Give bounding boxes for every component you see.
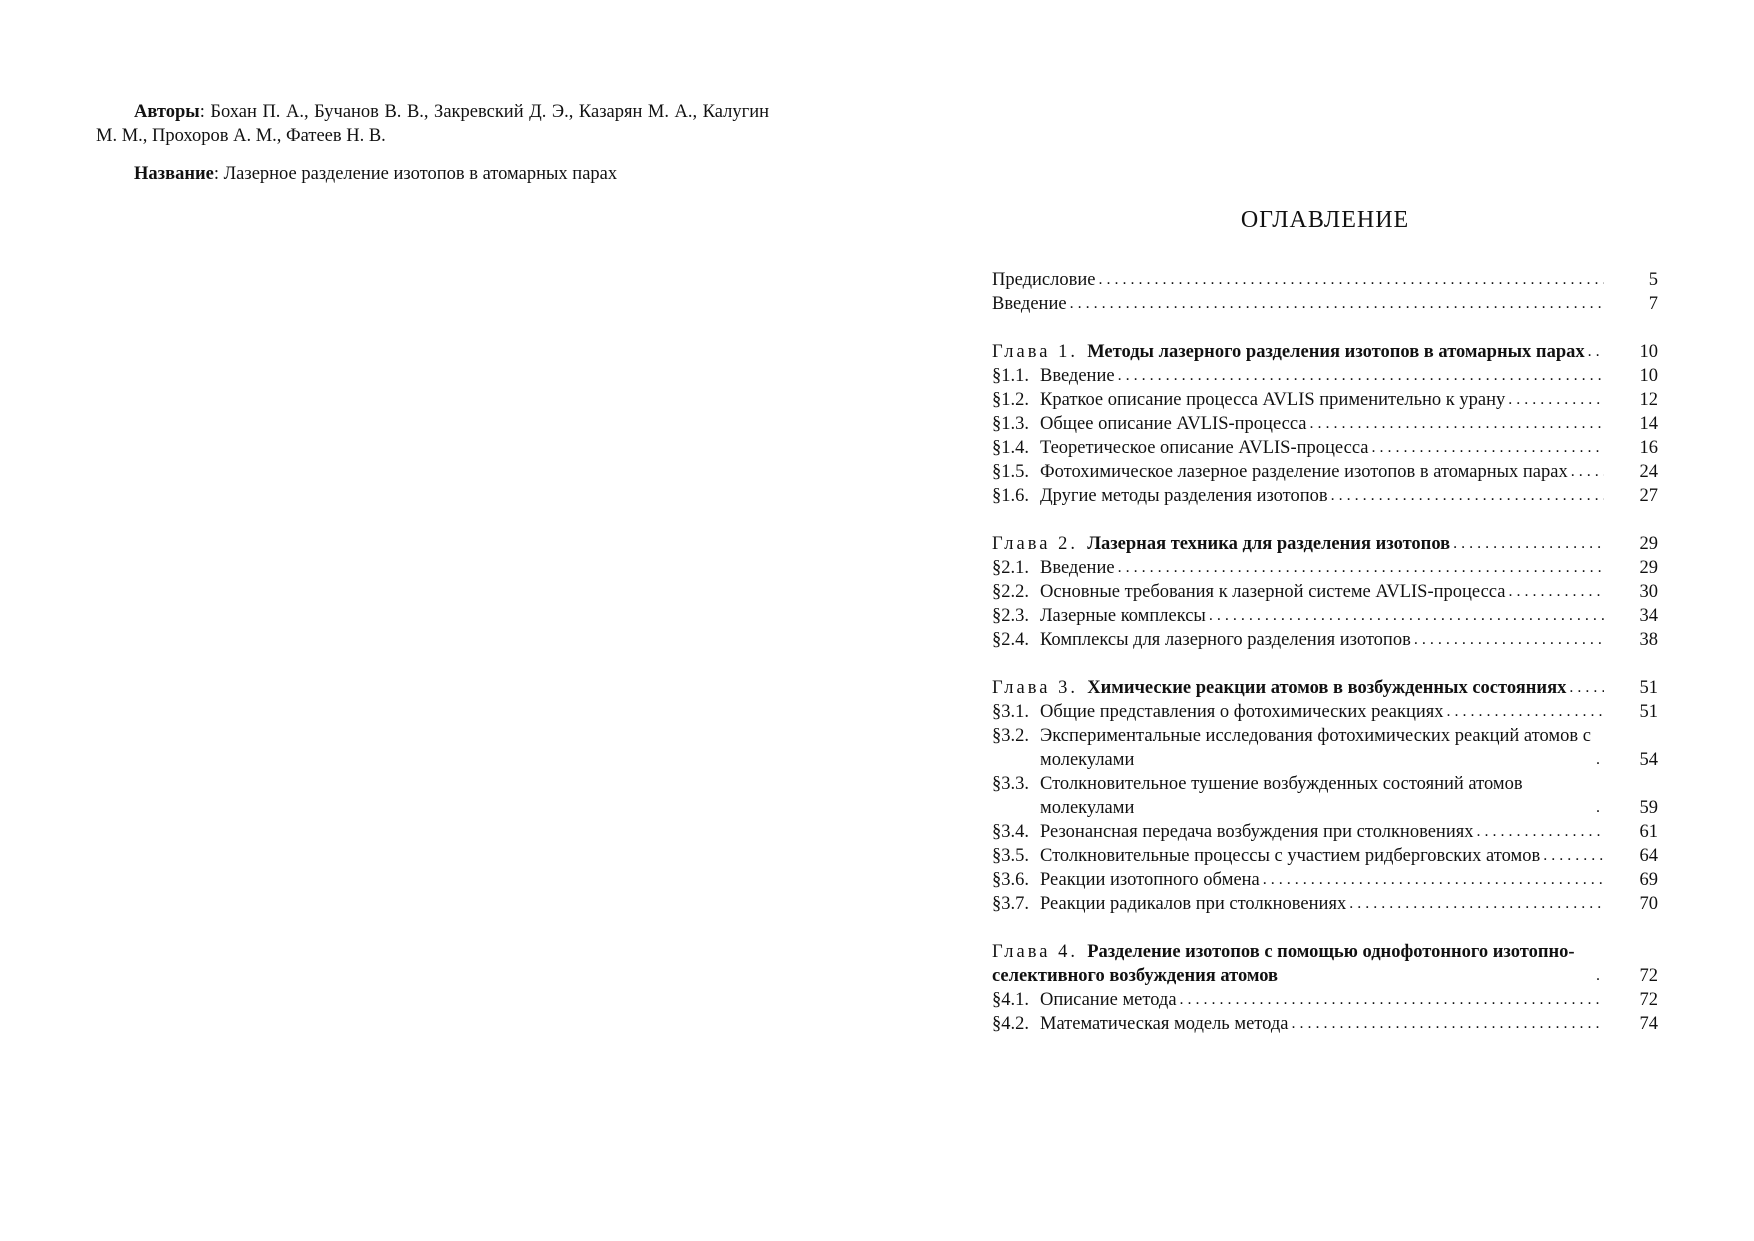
toc-section-entry[interactable] <box>992 1012 1658 1036</box>
section-number: §1.2. <box>992 390 1029 410</box>
toc-page-number: 54 <box>1639 750 1658 770</box>
toc-chapter-3 <box>992 676 1658 916</box>
section-number: §3.4. <box>992 822 1029 842</box>
toc-heading: ОГЛАВЛЕНИЕ <box>1240 207 1410 233</box>
toc-page-number: 51 <box>1639 678 1658 698</box>
section-number: §4.2. <box>992 1014 1029 1034</box>
section-number: §4.1. <box>992 990 1029 1010</box>
toc-section-entry[interactable] <box>992 820 1658 844</box>
chapter-title: Методы лазерного разделения изотопов в атомарных парах <box>1087 342 1585 362</box>
section-number: §1.4. <box>992 438 1029 458</box>
toc-page-number: 10 <box>1639 366 1658 386</box>
section-number: §2.1. <box>992 558 1029 578</box>
toc-page-number: 38 <box>1639 630 1658 650</box>
toc-section-entry[interactable] <box>992 412 1658 436</box>
toc-page-number: 29 <box>1639 534 1658 554</box>
toc-section-entry[interactable] <box>992 484 1658 508</box>
toc-page-number: 59 <box>1639 798 1658 818</box>
toc-section-entry[interactable] <box>992 556 1658 580</box>
toc-page-number: 5 <box>1648 270 1658 290</box>
toc-section-entry[interactable] <box>992 580 1658 604</box>
toc-entry-title: Введение <box>992 294 1067 314</box>
table-of-contents <box>992 205 1658 1036</box>
toc-page-number: 70 <box>1639 894 1658 914</box>
section-title: Лазерные комплексы <box>1040 606 1206 626</box>
title-page-info <box>96 100 769 200</box>
section-title: Комплексы для лазерного разделения изотопов <box>1040 630 1411 650</box>
section-title: Столкновительное тушение возбужденных состояний атомов молекулами <box>1040 774 1523 818</box>
section-title: Фотохимическое лазерное разделение изотопов в атомарных парах <box>1040 462 1568 482</box>
toc-page-number: 51 <box>1639 702 1658 722</box>
toc-section-entry[interactable] <box>992 460 1658 484</box>
toc-page-number: 61 <box>1639 822 1658 842</box>
toc-chapters <box>992 340 1658 1036</box>
section-number: §3.3. <box>992 774 1029 794</box>
section-title: Экспериментальные исследования фотохимических реакций атомов с молекулами <box>1040 726 1591 770</box>
toc-chapter-heading[interactable] <box>992 532 1658 556</box>
toc-section-entry[interactable] <box>992 388 1658 412</box>
toc-page-number: 30 <box>1639 582 1658 602</box>
toc-section-entry[interactable] <box>992 604 1658 628</box>
section-number: §3.2. <box>992 726 1029 746</box>
section-title: Реакции изотопного обмена <box>1040 870 1260 890</box>
toc-entry-introduction[interactable] <box>992 292 1658 316</box>
authors-label: Авторы <box>134 102 200 122</box>
toc-page-number: 72 <box>1639 966 1658 986</box>
section-title: Краткое описание процесса AVLIS применительно к урану <box>1040 390 1506 410</box>
chapter-label: Глава 2. <box>992 534 1078 554</box>
section-title: Другие методы разделения изотопов <box>1040 486 1328 506</box>
toc-entry-preface[interactable] <box>992 268 1658 292</box>
authors-block: Авторы: Бохан П. А., Бучанов В. В., Закревский Д. Э., Казарян М. А., Калугин М. М., Прохоров А. М., Фатеев Н. В. <box>96 102 770 146</box>
book-title-text: Лазерное разделение изотопов в атомарных парах <box>223 164 618 184</box>
toc-entry-title: Предисловие <box>992 270 1096 290</box>
section-number: §1.5. <box>992 462 1029 482</box>
toc-chapter-4 <box>992 940 1658 1036</box>
toc-chapter-heading[interactable] <box>992 340 1658 364</box>
chapter-title: Лазерная техника для разделения изотопов <box>1087 534 1451 554</box>
toc-page-number: 14 <box>1639 414 1658 434</box>
section-title: Реакции радикалов при столкновениях <box>1040 894 1347 914</box>
toc-page-number: 34 <box>1639 606 1658 626</box>
toc-section-entry[interactable] <box>992 364 1658 388</box>
section-title: Введение <box>1040 366 1115 386</box>
section-number: §3.1. <box>992 702 1029 722</box>
toc-section-entry[interactable] <box>992 724 1658 772</box>
section-title: Основные требования к лазерной системе AVLIS-процесса <box>1040 582 1506 602</box>
toc-page-number: 16 <box>1639 438 1658 458</box>
section-number: §2.3. <box>992 606 1029 626</box>
toc-page-number: 74 <box>1639 1014 1658 1034</box>
toc-page-number: 29 <box>1639 558 1658 578</box>
section-title: Теоретическое описание AVLIS-процесса <box>1040 438 1369 458</box>
toc-section-entry[interactable] <box>992 892 1658 916</box>
toc-chapter-2 <box>992 532 1658 652</box>
section-title: Математическая модель метода <box>1040 1014 1289 1034</box>
section-number: §1.3. <box>992 414 1029 434</box>
section-number: §3.6. <box>992 870 1029 890</box>
section-title: Введение <box>1040 558 1115 578</box>
title-label: Название <box>134 164 214 184</box>
toc-section-entry[interactable] <box>992 988 1658 1012</box>
toc-page-number: 72 <box>1639 990 1658 1010</box>
toc-section-entry[interactable] <box>992 844 1658 868</box>
toc-section-entry[interactable] <box>992 868 1658 892</box>
section-title: Общее описание AVLIS-процесса <box>1040 414 1307 434</box>
section-number: §3.7. <box>992 894 1029 914</box>
chapter-title: Химические реакции атомов в возбужденных состояниях <box>1087 678 1567 698</box>
chapter-label: Глава 1. <box>992 342 1078 362</box>
toc-page-number: 69 <box>1639 870 1658 890</box>
toc-page-number: 10 <box>1639 342 1658 362</box>
toc-page-number: 64 <box>1639 846 1658 866</box>
section-number: §2.4. <box>992 630 1029 650</box>
section-number: §3.5. <box>992 846 1029 866</box>
authors-text: Бохан П. А., Бучанов В. В., Закревский Д. Э., Казарян М. А., Калугин М. М., Прохоров А. М., Фатеев Н. В. <box>96 102 770 146</box>
chapter-title: Разделение изотопов с помощью однофотонного изотопно-селективного возбуждения атомов <box>992 942 1575 986</box>
section-number: §2.2. <box>992 582 1029 602</box>
section-title: Общие представления о фотохимических реакциях <box>1040 702 1444 722</box>
chapter-label: Глава 3. <box>992 678 1078 698</box>
toc-section-entry[interactable] <box>992 772 1658 820</box>
section-title: Резонансная передача возбуждения при столкновениях <box>1040 822 1474 842</box>
toc-page-number: 27 <box>1639 486 1658 506</box>
toc-section-entry[interactable] <box>992 700 1658 724</box>
section-title: Столкновительные процессы с участием ридберговских атомов <box>1040 846 1541 866</box>
toc-section-entry[interactable] <box>992 436 1658 460</box>
toc-chapter-1 <box>992 340 1658 508</box>
toc-page-number: 12 <box>1639 390 1658 410</box>
toc-section-entry[interactable] <box>992 628 1658 652</box>
toc-chapter-heading[interactable] <box>992 676 1658 700</box>
section-number: §1.1. <box>992 366 1029 386</box>
toc-page-number: 24 <box>1639 462 1658 482</box>
toc-chapter-heading[interactable] <box>992 940 1658 988</box>
title-block: Название: Лазерное разделение изотопов в атомарных парах <box>134 164 618 184</box>
section-number: §1.6. <box>992 486 1029 506</box>
section-title: Описание метода <box>1040 990 1177 1010</box>
toc-page-number: 7 <box>1648 294 1658 314</box>
chapter-label: Глава 4. <box>992 942 1078 962</box>
